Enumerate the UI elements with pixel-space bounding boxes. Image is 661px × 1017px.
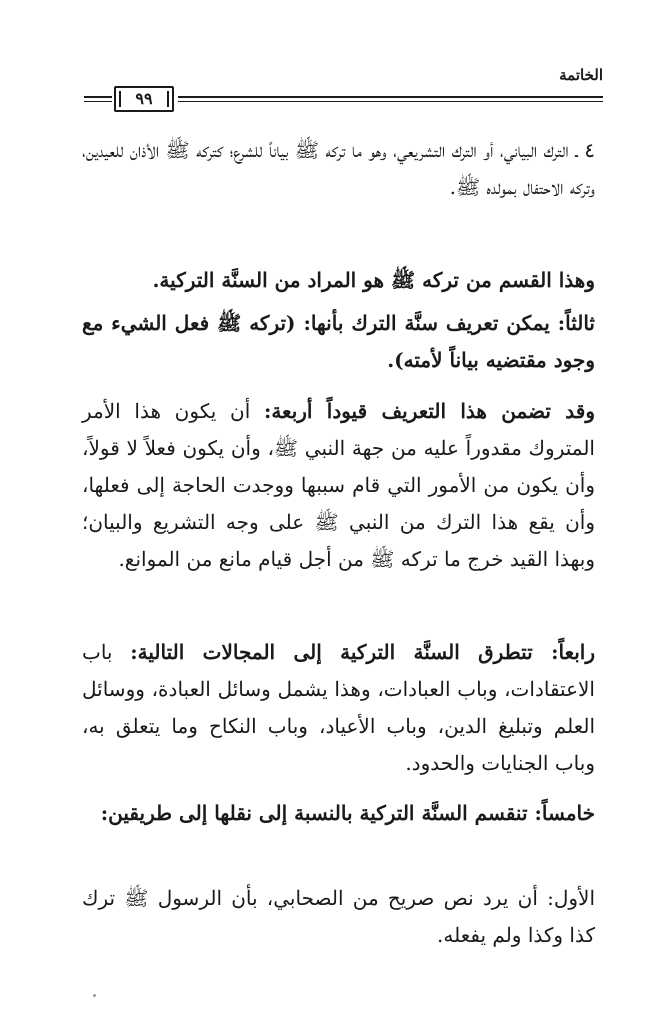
page-number-box [114, 86, 174, 112]
running-header: الخاتمة [559, 66, 603, 84]
paragraph-3 [82, 305, 595, 379]
paragraph-6-lead: خامساً: تنقسم السنَّة التركية بالنسبة إلى نقلها إلى طريقين: [100, 801, 595, 825]
paragraph-4 [82, 393, 595, 578]
paragraph-2 [82, 262, 595, 299]
paragraph-5 [82, 634, 595, 782]
header-rule [178, 96, 603, 98]
paragraph-5-lead: رابعاً: تتطرق السنَّة التركية إلى المجالات التالية: [130, 640, 595, 664]
paragraph-4-lead: وقد تضمن هذا التعريف قيوداً أربعة: [263, 399, 595, 423]
paragraph-1 [82, 132, 595, 206]
paragraph-7 [82, 880, 595, 954]
header-rule-left-thin [84, 101, 112, 102]
paragraph-5-text: باب الاعتقادات، وباب العبادات، وهذا يشمل وسائل العبادة، ووسائل العلم وتبليغ الدين، وباب الأعياد، وباب النكاح وما يتعلق به، وباب الجنايات والحدود. [82, 640, 595, 775]
paragraph-7-text: الأول: أن يرد نص صريح من الصحابي، بأن الرسول ﷺ ترك كذا وكذا ولم يفعله. [82, 886, 595, 947]
header-rule-thin [178, 101, 603, 102]
header-rule-left [84, 96, 112, 98]
paragraph-4-text: أن يكون هذا الأمر المتروك مقدوراً عليه من جهة النبي ﷺ، وأن يكون فعلاً لا قولاً، وأن يكون من الأمور التي قام سببها ووجدت الحاجة إلى فعلها، وأن يقع هذا الترك من النبي ﷺ على وجه التشريع والبيان؛ وبهذا القيد خرج ما تركه ﷺ من أجل قيام مانع من الموانع. [82, 399, 595, 571]
paragraph-1-text: ٤ ـ الترك البياني، أو الترك التشريعي، وهو ما تركه ﷺ بياناً للشرع؛ كتركه ﷺ الأذان للعيدين، وتركه الاحتفال بمولده ﷺ. [82, 138, 595, 199]
paragraph-6 [82, 795, 595, 832]
paragraph-3-lead: ثالثاً: يمكن تعريف سنَّة الترك بأنها: (تركه ﷺ فعل الشيء مع وجود مقتضيه بياناً لأمته). [82, 311, 595, 372]
speck-mark [93, 994, 96, 997]
paragraph-2-lead: وهذا القسم من تركه ﷺ هو المراد من السنَّة التركية. [152, 268, 595, 292]
page-number: ٩٩ [135, 89, 153, 108]
